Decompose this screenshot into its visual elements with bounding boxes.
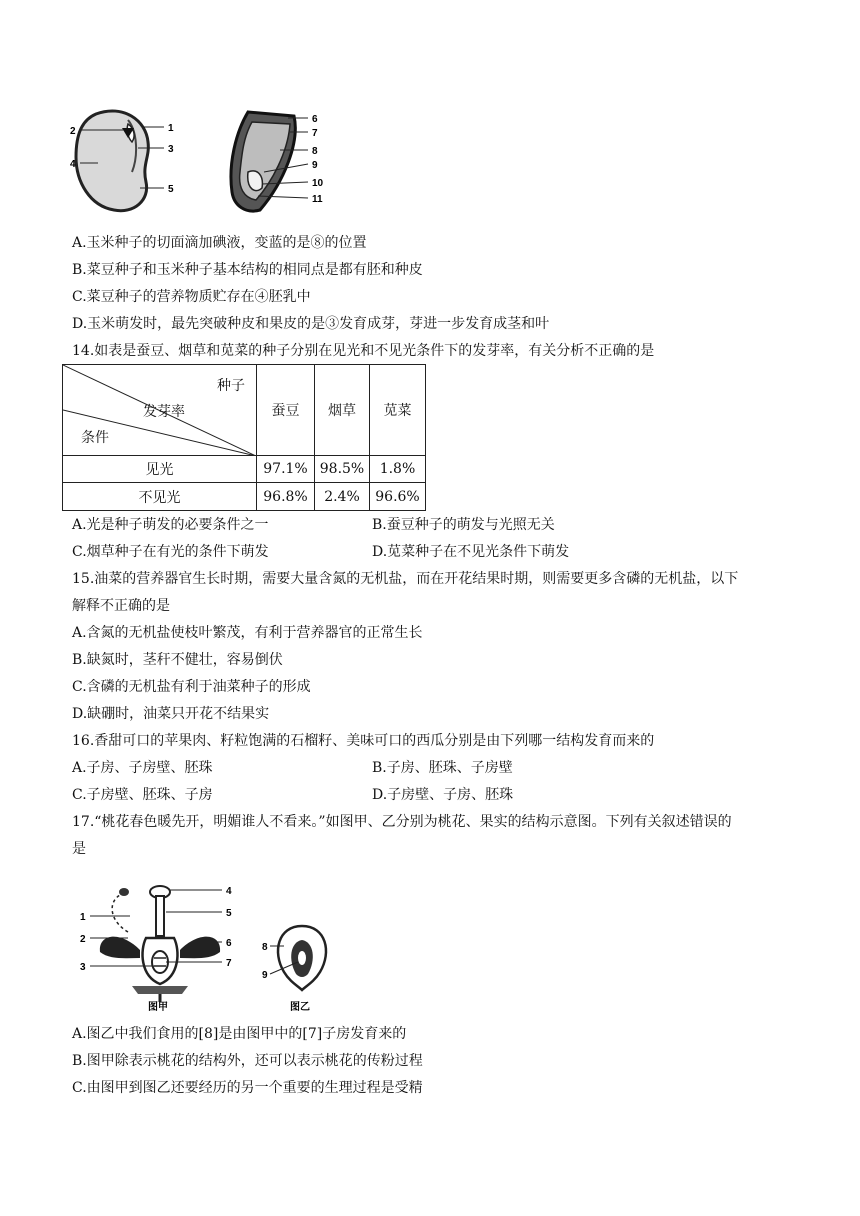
q13-option-a: A.玉米种子的切面滴加碘液，变蓝的是⑧的位置: [72, 235, 367, 251]
fig13-label-6: 6: [312, 114, 318, 125]
peach-flower-fruit-figure: [70, 880, 350, 1012]
fig13-label-8: 8: [312, 146, 318, 157]
fig17-label-2: 2: [80, 934, 86, 945]
q15-option-c: C.含磷的无机盐有利于油菜种子的形成: [72, 679, 311, 695]
diag-label-seed: 种子: [217, 378, 245, 394]
diag-label-rate: 发芽率: [143, 404, 185, 420]
q13-option-d: D.玉米萌发时，最先突破种皮和果皮的是③发育成芽，芽进一步发育成茎和叶: [72, 316, 550, 332]
fig13-label-7: 7: [312, 128, 318, 139]
table-row: [63, 483, 426, 511]
fig13-label-9: 9: [312, 160, 318, 171]
q16-option-c: C.子房壁、胚珠、子房: [72, 787, 213, 803]
cell-value: 96.6%: [370, 483, 426, 511]
fig17-label-6: 6: [226, 938, 232, 949]
q16-stem: 16.香甜可口的苹果肉、籽粒饱满的石榴籽、美味可口的西瓜分别是由下列哪一结构发育而来的: [72, 733, 655, 749]
q15-option-a: A.含氮的无机盐使枝叶繁茂，有利于营养器官的正常生长: [72, 625, 423, 641]
fig17-label-3: 3: [80, 962, 86, 973]
q14-option-a: A.光是种子萌发的必要条件之一: [72, 517, 269, 533]
fig17-label-5: 5: [226, 908, 232, 919]
fig-caption-yi: 图乙: [290, 1002, 310, 1012]
row-condition: 见光: [63, 456, 257, 483]
cell-value: 1.8%: [370, 456, 426, 483]
germination-rate-table: [62, 364, 426, 511]
row-condition: 不见光: [63, 483, 257, 511]
bean-seed-outline: [76, 111, 148, 211]
col-header-xiancai: 苋菜: [370, 365, 426, 456]
q13-option-c: C.菜豆种子的营养物质贮存在④胚乳中: [72, 289, 311, 305]
q16-option-a: A.子房、子房壁、胚珠: [72, 760, 213, 776]
q17-stem-line1: 17.“桃花春色暖先开，明媚谁人不看来。”如图甲、乙分别为桃花、果实的结构示意图。下列有关叙述错误的: [72, 814, 732, 830]
q14-option-c: C.烟草种子在有光的条件下萌发: [72, 544, 269, 560]
fig13-label-11: 11: [312, 194, 323, 205]
q14-option-d: D.苋菜种子在不见光条件下萌发: [372, 544, 570, 560]
table-diagonal-header: [63, 365, 257, 456]
col-header-candou: 蚕豆: [257, 365, 315, 456]
cell-value: 98.5%: [315, 456, 370, 483]
q17-stem-line2: 是: [72, 841, 86, 857]
q14-option-b: B.蚕豆种子的萌发与光照无关: [372, 517, 555, 533]
fig13-label-1: 1: [168, 123, 174, 134]
q17-option-c: C.由图甲到图乙还要经历的另一个重要的生理过程是受精: [72, 1080, 423, 1096]
q15-option-d: D.缺硼时，油菜只开花不结果实: [72, 706, 270, 722]
q17-option-b: B.图甲除表示桃花的结构外，还可以表示桃花的传粉过程: [72, 1053, 423, 1069]
seed-structure-figure: [68, 102, 338, 220]
fig13-label-4: 4: [70, 159, 76, 170]
q15-option-b: B.缺氮时，茎秆不健壮，容易倒伏: [72, 652, 283, 668]
cell-value: 96.8%: [257, 483, 315, 511]
fig17-label-8: 8: [262, 942, 268, 953]
cell-value: 97.1%: [257, 456, 315, 483]
fig17-label-1: 1: [80, 912, 86, 923]
fig17-label-9: 9: [262, 970, 268, 981]
q16-option-b: B.子房、胚珠、子房壁: [372, 760, 513, 776]
petal-left: [100, 937, 140, 959]
q16-option-d: D.子房壁、子房、胚珠: [372, 787, 514, 803]
table-row: [63, 456, 426, 483]
cell-value: 2.4%: [315, 483, 370, 511]
q15-stem-line2: 解释不正确的是: [72, 598, 170, 614]
fig-caption-jia: 图甲: [148, 1002, 168, 1012]
fig17-label-7: 7: [226, 958, 232, 969]
col-header-yancao: 烟草: [315, 365, 370, 456]
fig13-label-3: 3: [168, 144, 174, 155]
q14-stem: 14.如表是蚕豆、烟草和苋菜的种子分别在见光和不见光条件下的发芽率，有关分析不正确的是: [72, 343, 655, 359]
q13-option-b: B.菜豆种子和玉米种子基本结构的相同点是都有胚和种皮: [72, 262, 423, 278]
petal-right: [180, 937, 220, 959]
fig17-label-4: 4: [226, 886, 232, 897]
q15-stem-line1: 15.油菜的营养器官生长时期，需要大量含氮的无机盐，而在开花结果时期，则需要更多含磷的无机盐，以下: [72, 571, 739, 587]
fig13-label-10: 10: [312, 178, 324, 189]
fig13-label-2: 2: [70, 126, 76, 137]
diag-label-condition: 条件: [81, 430, 109, 446]
fig13-label-5: 5: [168, 184, 174, 195]
q17-option-a: A.图乙中我们食用的[8]是由图甲中的[7]子房发育来的: [72, 1026, 407, 1042]
